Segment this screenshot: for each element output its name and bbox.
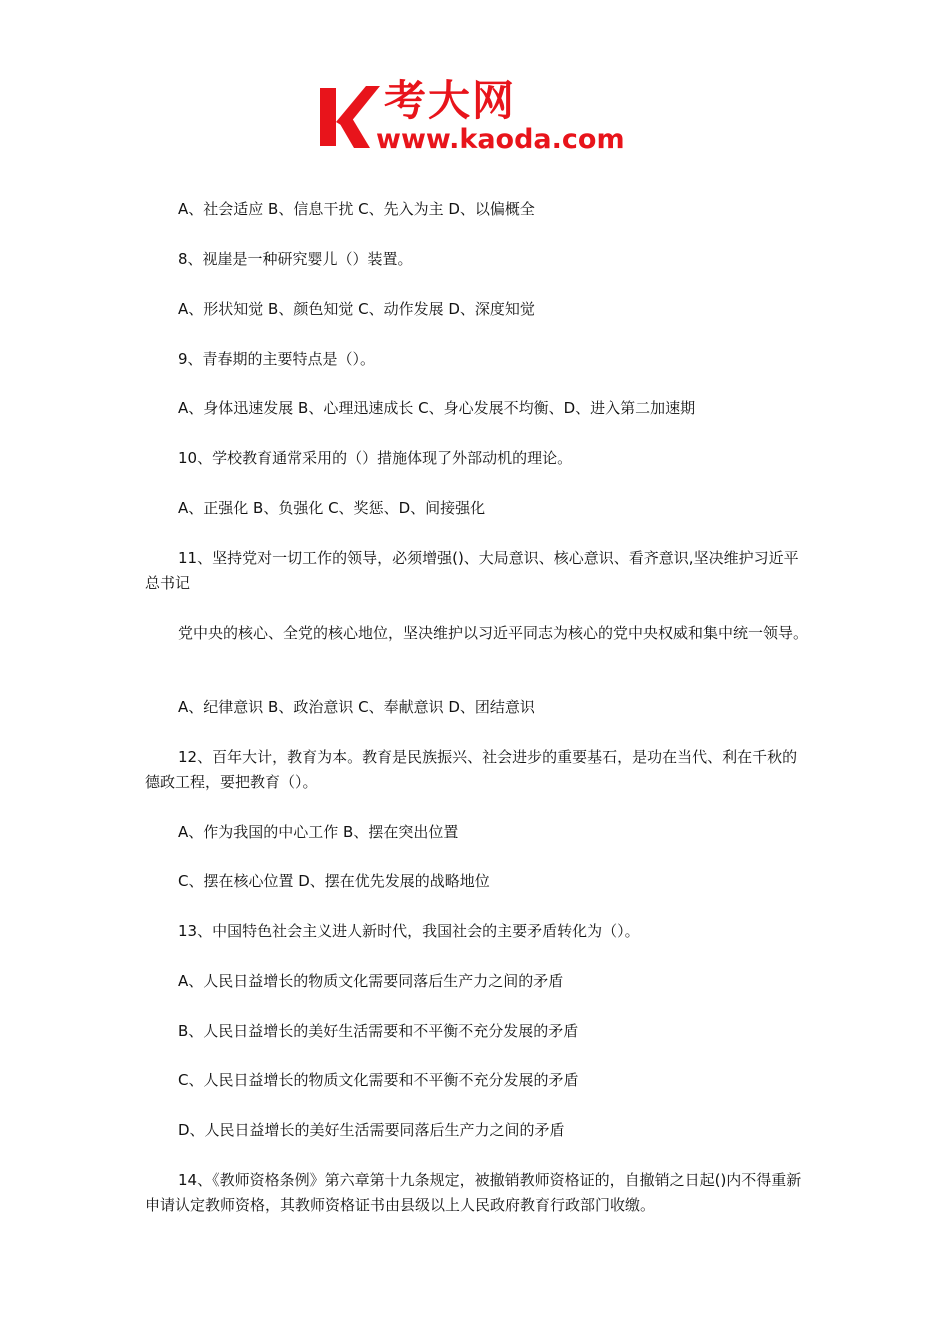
q8-question: 8、视崖是一种研究婴儿（）装置。: [178, 250, 413, 268]
q10-question: 10、学校教育通常采用的（）措施体现了外部动机的理论。: [178, 449, 573, 467]
q8-options: A、形状知觉 B、颜色知觉 C、动作发展 D、深度知觉: [178, 300, 535, 318]
q13-option-a: A、人民日益增长的物质文化需要同落后生产力之间的矛盾: [178, 972, 564, 990]
logo-k-mark-icon: [318, 84, 380, 150]
q11-options: A、纪律意识 B、政治意识 C、奉献意识 D、团结意识: [178, 698, 535, 716]
q11-question: 11、坚持党对一切工作的领导，必须增强()、大局意识、核心意识、看齐意识,坚决维护习近平总书记: [145, 549, 799, 592]
q13-option-d: D、人民日益增长的美好生活需要同落后生产力之间的矛盾: [178, 1121, 565, 1139]
q13-question: 13、中国特色社会主义进人新时代，我国社会的主要矛盾转化为（）。: [178, 922, 640, 940]
q11-question-continued: 党中央的核心、全党的核心地位，坚决维护以习近平同志为核心的党中央权威和集中统一领导。: [178, 624, 809, 642]
q13-option-c: C、人民日益增长的物质文化需要和不平衡不充分发展的矛盾: [178, 1071, 579, 1089]
q14-question: 14、《教师资格条例》第六章第十九条规定，被撤销教师资格证的，自撤销之日起()内不得重新申请认定教师资格，其教师资格证书由县级以上人民政府教育行政部门收缴。: [145, 1171, 802, 1214]
q12-options-cd: C、摆在核心位置 D、摆在优先发展的战略地位: [178, 872, 490, 890]
q10-options: A、正强化 B、负强化 C、奖惩、D、间接强化: [178, 499, 486, 517]
logo-site-name: 考大网: [384, 76, 517, 125]
q12-options-ab: A、作为我国的中心工作 B、摆在突出位置: [178, 823, 459, 841]
q13-option-b: B、人民日益增长的美好生活需要和不平衡不充分发展的矛盾: [178, 1022, 579, 1040]
q12-question: 12、百年大计，教育为本。教育是民族振兴、社会进步的重要基石，是功在当代、利在千秋的德政工程，要把教育（）。: [145, 748, 798, 791]
logo-site-url: www.kaoda.com: [376, 124, 625, 155]
q7-options: A、社会适应 B、信息干扰 C、先入为主 D、以偏概全: [178, 200, 535, 218]
q9-options: A、身体迅速发展 B、心理迅速成长 C、身心发展不均衡、D、进入第二加速期: [178, 399, 696, 417]
kaoda-logo: [318, 76, 638, 158]
q9-question: 9、青春期的主要特点是（）。: [178, 350, 376, 368]
